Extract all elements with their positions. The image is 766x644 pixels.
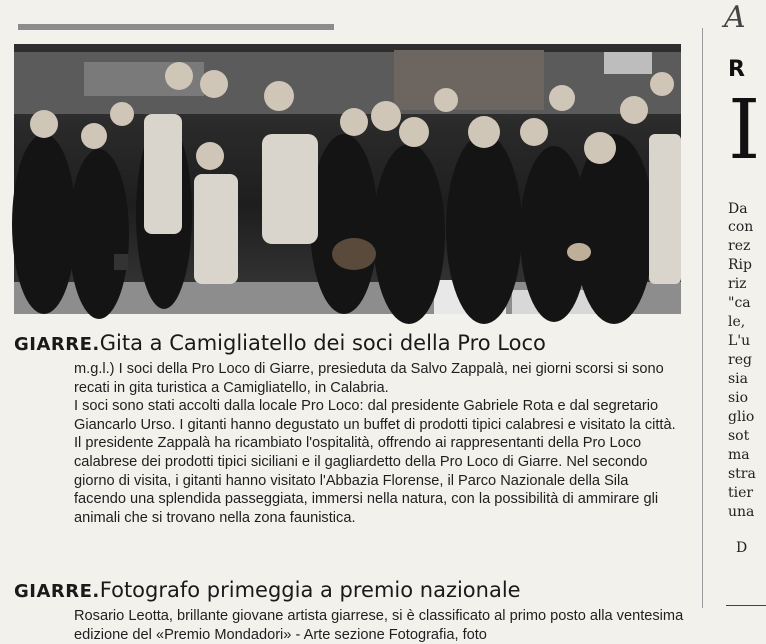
adjacent-rule	[726, 605, 766, 606]
adjacent-line: tier	[728, 485, 754, 501]
article-paragraph: Rosario Leotta, brillante giovane artista giarrese, si è classificato al primo posto alla ventesima edizione del «Premio Mondadori» - Arte sezione Fotografia, foto	[74, 608, 684, 643]
article-place: GIARRE.	[14, 334, 100, 355]
article-headline	[14, 333, 694, 354]
adjacent-line: con	[728, 219, 754, 235]
top-rule	[18, 24, 334, 30]
adjacent-line: una	[728, 504, 755, 520]
adjacent-kicker: R	[728, 57, 745, 82]
adjacent-line: sio	[728, 390, 749, 406]
adjacent-line: rez	[728, 238, 751, 254]
adjacent-line: Rip	[728, 257, 752, 273]
article-body	[74, 360, 684, 527]
article-paragraph: m.g.l.) I soci della Pro Loco di Giarre, presieduta da Salvo Zappalà, nei giorni scorsi si sono recati in gita turistica a Camigliatello, in Calabria.	[74, 361, 664, 396]
article-title: Fotografo primeggia a premio nazionale	[99, 578, 521, 602]
adjacent-headline: I	[728, 83, 761, 178]
adjacent-line: sia	[728, 371, 749, 387]
article-fotografo	[14, 580, 694, 644]
adjacent-line: riz	[728, 276, 747, 292]
adjacent-logo: A	[724, 0, 746, 35]
article-place: GIARRE.	[14, 581, 100, 602]
adjacent-line: reg	[728, 352, 752, 368]
adjacent-line: ma	[728, 447, 750, 463]
adjacent-line: "ca	[728, 295, 751, 311]
article-title: Gita a Camigliatello dei soci della Pro Loco	[99, 331, 546, 355]
adjacent-column	[714, 0, 761, 638]
adjacent-line: L'u	[728, 333, 751, 349]
group-photo	[14, 44, 681, 314]
article-headline	[14, 580, 694, 601]
article-gita-camigliatello	[14, 333, 694, 527]
adjacent-line: glio	[728, 409, 755, 425]
adjacent-line: le,	[728, 314, 746, 330]
adjacent-line: D	[736, 540, 748, 556]
article-paragraph: I soci sono stati accolti dalla locale Pro Loco: dal presidente Gabriele Rota e dal segretario Giancarlo Urso. I gitanti hanno degustato un buffet di prodotti tipici calabresi e visitato la città. Il presidente Zappalà ha ricambiato l'ospitalità, offrendo ai rappresentanti della Pro Loco calabrese dei prodotti tipici siciliani e il gagliardetto della Pro Loco di Giarre. Nel secondo giorno di visita, i gitanti hanno visitato l'Abbazia Florense, il Parco Nazionale della Sila facendo una splendida passeggiata, immersi nella natura, con la possibilità di ammirare gli animali che si trovano nella zona faunistica.	[74, 398, 676, 526]
article-body	[74, 607, 684, 644]
group-photo-illustration	[14, 44, 681, 314]
adjacent-line: sot	[728, 428, 750, 444]
adjacent-line: Da	[728, 201, 748, 217]
adjacent-line: stra	[728, 466, 756, 482]
column-divider	[702, 28, 703, 608]
